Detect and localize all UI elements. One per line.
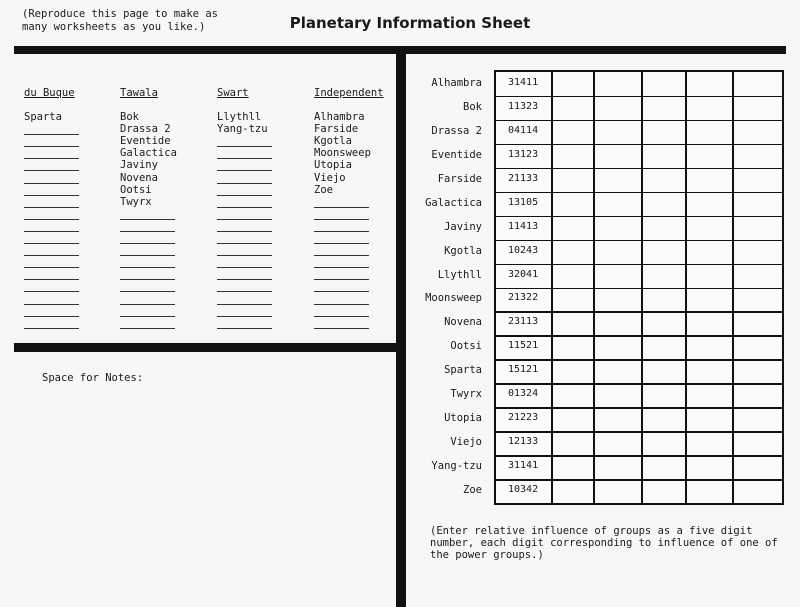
blank-entry-line [217,304,272,305]
empty-grid-cell[interactable] [687,313,731,334]
planet-row-label: Bok [463,100,482,113]
blank-entry-line [217,231,272,232]
blank-entry-line [24,207,79,208]
planet-row-label: Javiny [444,220,482,233]
planet-row-label: Twyrx [450,388,482,401]
empty-grid-cell[interactable] [643,266,684,287]
empty-grid-cell[interactable] [687,290,731,311]
blank-entry-line [217,195,272,196]
group-planet-entry: Javiny [120,159,158,172]
empty-grid-cell[interactable] [643,385,684,406]
group-planet-entry: Alhambra [314,111,365,123]
blank-entry-line [24,183,79,184]
influence-code-cell: 13105 [508,196,539,208]
empty-grid-cell[interactable] [643,433,684,454]
empty-grid-cell[interactable] [643,313,684,334]
planet-row-label: Alhambra [431,76,482,89]
blank-entry-line [24,170,79,171]
group-planet-entry: Galactica [120,147,177,160]
empty-grid-cell[interactable] [687,481,731,502]
influence-code-cell: 13123 [508,148,539,160]
notes-divider [14,343,396,352]
influence-code-cell: 31411 [508,76,539,88]
blank-entry-line [314,328,369,329]
empty-grid-cell[interactable] [553,122,592,143]
empty-grid-cell[interactable] [553,313,592,334]
empty-grid-cell[interactable] [687,361,731,382]
planet-row-label: Farside [437,172,482,185]
blank-entry-line [24,219,79,220]
blank-entry-line [120,291,175,292]
empty-grid-cell[interactable] [595,218,640,239]
blank-entry-line [314,304,369,305]
empty-grid-cell[interactable] [553,242,592,263]
influence-code-cell: 32041 [508,268,539,280]
empty-grid-cell[interactable] [595,170,640,191]
blank-entry-line [217,255,272,256]
group-planet-entry: Yang-tzu [217,123,268,136]
empty-grid-cell[interactable] [734,290,781,311]
empty-grid-cell[interactable] [595,457,640,478]
group-planet-entry: Twyrx [120,195,152,208]
blank-entry-line [24,267,79,268]
group-planet-entry: Llythll [217,111,262,123]
blank-entry-line [217,267,272,268]
empty-grid-cell[interactable] [595,337,640,358]
empty-grid-cell[interactable] [734,218,781,239]
empty-grid-cell[interactable] [595,98,640,119]
empty-grid-cell[interactable] [687,337,731,358]
empty-grid-cell[interactable] [687,218,731,239]
group-planet-entry: Eventide [120,135,171,148]
blank-entry-line [314,279,369,280]
group-heading: Swart [217,87,249,99]
empty-grid-cell[interactable] [687,433,731,454]
empty-grid-cell[interactable] [553,98,592,119]
empty-grid-cell[interactable] [553,457,592,478]
blank-entry-line [217,243,272,244]
empty-grid-cell[interactable] [595,74,640,95]
blank-entry-line [314,291,369,292]
blank-entry-line [217,170,272,171]
blank-entry-line [120,243,175,244]
blank-entry-line [217,316,272,317]
empty-grid-cell[interactable] [734,98,781,119]
blank-entry-line [314,219,369,220]
empty-grid-cell[interactable] [734,122,781,143]
empty-grid-cell[interactable] [643,170,684,191]
blank-entry-line [24,158,79,159]
blank-entry-line [24,195,79,196]
empty-grid-cell[interactable] [553,361,592,382]
empty-grid-cell[interactable] [595,433,640,454]
empty-grid-cell[interactable] [553,385,592,406]
empty-grid-cell[interactable] [734,170,781,191]
empty-grid-cell[interactable] [734,385,781,406]
planet-row-label: Drassa 2 [431,124,482,137]
empty-grid-cell[interactable] [687,122,731,143]
group-planet-entry: Zoe [314,183,333,196]
page-title: Planetary Information Sheet [289,14,531,32]
blank-entry-line [120,231,175,232]
footnote: (Enter relative influence of groups as a five digit number, each digit corresponding to influence of one of the power groups.) [430,525,778,561]
planet-row-label: Novena [444,316,482,329]
influence-code-cell: 11413 [508,220,539,232]
empty-grid-cell[interactable] [595,361,640,382]
empty-grid-cell[interactable] [734,313,781,334]
empty-grid-cell[interactable] [595,385,640,406]
empty-grid-cell[interactable] [643,122,684,143]
top-divider [14,46,786,54]
empty-grid-cell[interactable] [553,409,592,430]
blank-entry-line [314,316,369,317]
empty-grid-cell[interactable] [643,74,684,95]
group-planet-entry: Drassa 2 [120,123,171,136]
influence-code-cell: 15121 [508,364,539,376]
blank-entry-line [120,304,175,305]
blank-entry-line [120,219,175,220]
blank-entry-line [120,328,175,329]
empty-grid-cell[interactable] [553,218,592,239]
blank-entry-line [24,231,79,232]
influence-code-cell: 23113 [508,316,539,328]
planet-row-label: Moonsweep [425,292,482,305]
empty-grid-cell[interactable] [553,146,592,167]
empty-grid-cell[interactable] [643,457,684,478]
planet-row-label: Kgotla [444,244,482,257]
notes-label: Space for Notes: [42,372,144,384]
planet-row-label: Zoe [463,484,482,497]
empty-grid-cell[interactable] [595,242,640,263]
empty-grid-cell[interactable] [595,122,640,143]
empty-grid-cell[interactable] [734,457,781,478]
influence-code-cell: 12133 [508,436,539,448]
blank-entry-line [24,255,79,256]
empty-grid-cell[interactable] [734,337,781,358]
group-heading: Tawala [120,87,158,99]
planet-row-label: Eventide [431,148,482,161]
group-heading: du Buque [24,87,75,99]
planet-row-label: Yang-tzu [431,460,482,473]
empty-grid-cell[interactable] [687,146,731,167]
empty-grid-cell[interactable] [687,170,731,191]
empty-grid-cell[interactable] [553,74,592,95]
blank-entry-line [24,134,79,135]
group-planet-entry: Utopia [314,159,352,172]
empty-grid-cell[interactable] [643,290,684,311]
blank-entry-line [24,243,79,244]
influence-code-cell: 10342 [508,484,539,496]
reproduce-instructions: (Reproduce this page to make as many worksheets as you like.) [22,8,218,33]
influence-code-cell: 01324 [508,388,539,400]
empty-grid-cell[interactable] [643,361,684,382]
empty-grid-cell[interactable] [687,74,731,95]
empty-grid-cell[interactable] [595,266,640,287]
empty-grid-cell[interactable] [595,409,640,430]
group-planet-entry: Moonsweep [314,147,371,160]
influence-code-cell: 11521 [508,340,539,352]
empty-grid-cell[interactable] [643,481,684,502]
empty-grid-cell[interactable] [734,146,781,167]
empty-grid-cell[interactable] [687,266,731,287]
blank-entry-line [120,316,175,317]
group-planet-entry: Viejo [314,171,346,184]
empty-grid-cell[interactable] [734,74,781,95]
blank-entry-line [314,267,369,268]
blank-entry-line [314,255,369,256]
group-heading: Independent [314,87,384,99]
group-planet-entry: Kgotla [314,135,352,148]
empty-grid-cell[interactable] [687,409,731,430]
planet-row-label: Viejo [450,436,482,449]
empty-grid-cell[interactable] [595,146,640,167]
empty-grid-cell[interactable] [553,266,592,287]
blank-entry-line [24,316,79,317]
empty-grid-cell[interactable] [553,433,592,454]
blank-entry-line [120,267,175,268]
empty-grid-cell[interactable] [643,146,684,167]
empty-grid-cell[interactable] [595,313,640,334]
blank-entry-line [24,291,79,292]
empty-grid-cell[interactable] [687,242,731,263]
influence-code-cell: 10243 [508,244,539,256]
blank-entry-line [24,328,79,329]
empty-grid-cell[interactable] [734,409,781,430]
blank-entry-line [314,207,369,208]
planet-row-label: Galactica [425,196,482,209]
influence-code-cell: 11323 [508,100,539,112]
blank-entry-line [314,231,369,232]
blank-entry-line [24,279,79,280]
empty-grid-cell[interactable] [553,337,592,358]
empty-grid-cell[interactable] [553,194,592,215]
group-planet-entry: Novena [120,171,158,184]
planet-row-label: Llythll [437,268,482,281]
blank-entry-line [120,255,175,256]
group-planet-entry: Bok [120,111,139,123]
group-planet-entry: Ootsi [120,183,152,196]
empty-grid-cell[interactable] [643,218,684,239]
blank-entry-line [24,304,79,305]
blank-entry-line [120,279,175,280]
empty-grid-cell[interactable] [643,194,684,215]
empty-grid-cell[interactable] [553,290,592,311]
empty-grid-cell[interactable] [687,457,731,478]
empty-grid-cell[interactable] [595,194,640,215]
planet-row-label: Ootsi [450,340,482,353]
empty-grid-cell[interactable] [687,98,731,119]
blank-entry-line [217,183,272,184]
empty-grid-cell[interactable] [643,337,684,358]
blank-entry-line [217,219,272,220]
empty-grid-cell[interactable] [643,242,684,263]
empty-grid-cell[interactable] [734,266,781,287]
blank-entry-line [217,291,272,292]
empty-grid-cell[interactable] [734,433,781,454]
group-planet-entry: Sparta [24,111,62,123]
empty-grid-cell[interactable] [643,409,684,430]
influence-code-cell: 21133 [508,172,539,184]
blank-entry-line [217,279,272,280]
empty-grid-cell[interactable] [734,194,781,215]
influence-code-cell: 31141 [508,460,539,472]
planet-row-label: Utopia [444,412,482,425]
empty-grid-cell[interactable] [734,242,781,263]
influence-grid [494,70,784,505]
planet-row-label: Sparta [444,364,482,377]
influence-code-cell: 21223 [508,412,539,424]
empty-grid-cell[interactable] [734,481,781,502]
blank-entry-line [24,146,79,147]
empty-grid-cell[interactable] [595,290,640,311]
blank-entry-line [217,207,272,208]
empty-grid-cell[interactable] [595,481,640,502]
influence-code-cell: 21322 [508,292,539,304]
empty-grid-cell[interactable] [643,98,684,119]
group-planet-entry: Farside [314,123,359,136]
empty-grid-cell[interactable] [687,194,731,215]
empty-grid-cell[interactable] [553,170,592,191]
blank-entry-line [314,243,369,244]
empty-grid-cell[interactable] [734,361,781,382]
influence-code-cell: 04114 [508,124,539,136]
empty-grid-cell[interactable] [687,385,731,406]
vertical-divider [396,54,406,607]
blank-entry-line [217,328,272,329]
blank-entry-line [217,146,272,147]
empty-grid-cell[interactable] [553,481,592,502]
blank-entry-line [217,158,272,159]
